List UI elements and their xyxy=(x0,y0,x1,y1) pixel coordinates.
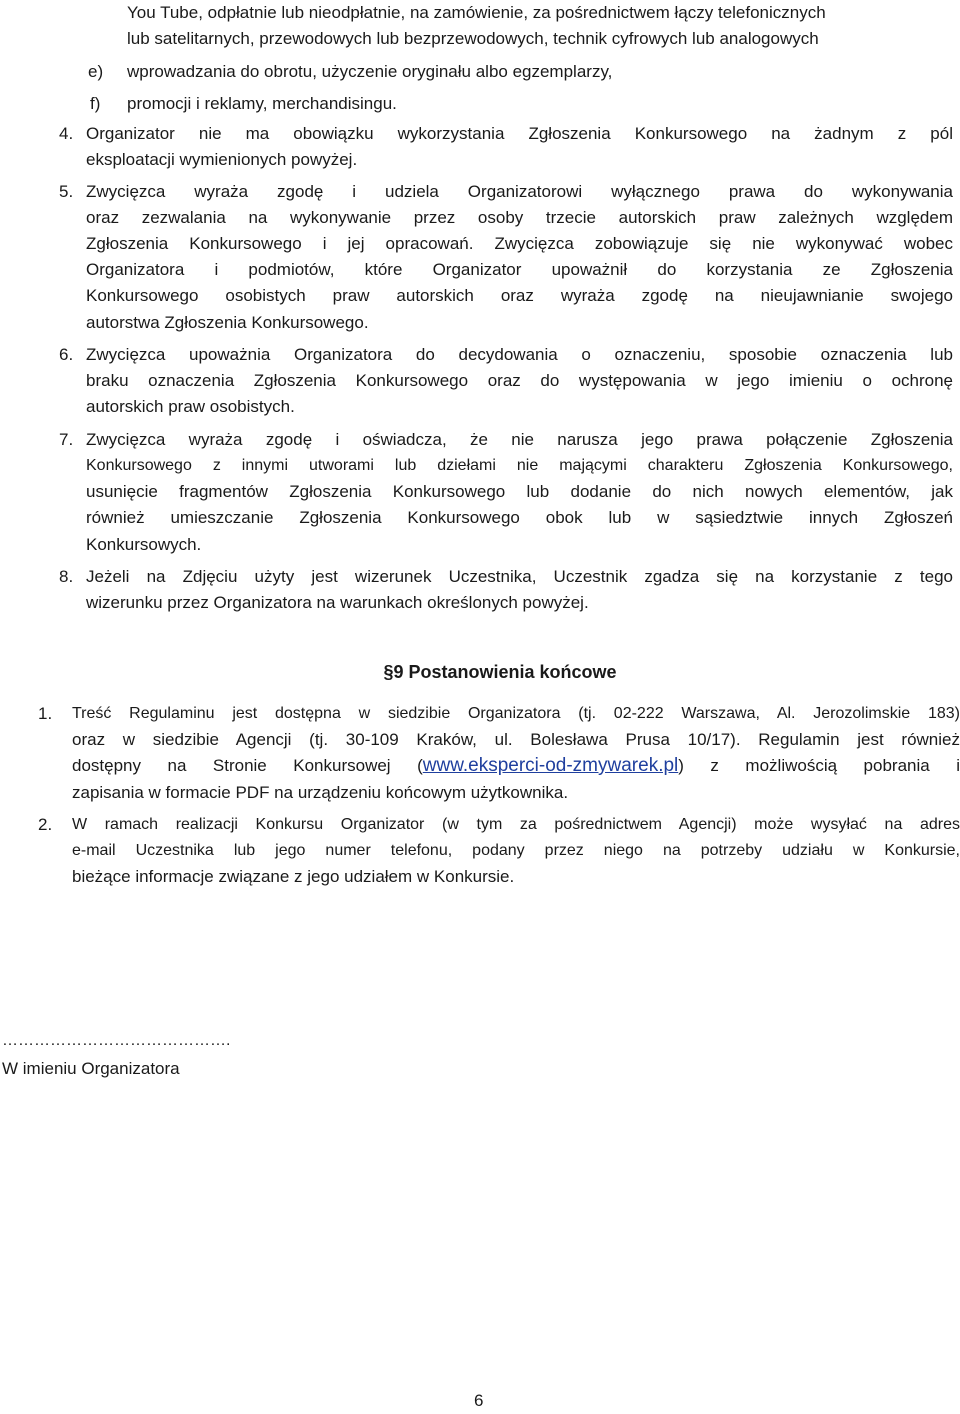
final-item-2-line-2: e-mail Uczestnika lub jego numer telefonu, podany przez niego na potrzeby udziału w Konkursie, xyxy=(72,842,960,859)
item-5-number: 5. xyxy=(59,182,74,201)
final-item-1-line-3-start: dostępny na Stronie Konkursowej ( xyxy=(72,756,423,775)
item-4-line-1: Organizator nie ma obowiązku wykorzystania Zgłoszenia Konkursowego na żadnym z pól xyxy=(86,124,953,143)
item-6-line-2: braku oznaczenia Zgłoszenia Konkursowego oraz do występowania w jego imieniu o ochronę xyxy=(86,371,953,390)
signature-dots: ……………………………………. xyxy=(2,1032,231,1049)
item-8-number: 8. xyxy=(59,567,74,586)
item-8-line-2: wizerunku przez Organizatora na warunkach określonych powyżej. xyxy=(86,593,589,612)
page-number: 6 xyxy=(474,1391,484,1410)
sub-item-e-marker: e) xyxy=(88,62,104,81)
item-5-line-5: Konkursowego osobistych praw autorskich oraz wyraża zgodę na nieujawnianie swojego xyxy=(86,286,953,305)
item-7-line-3: usunięcie fragmentów Zgłoszenia Konkursowego lub dodanie do nich nowych elementów, jak xyxy=(86,482,953,501)
final-item-1-line-4: zapisania w formacie PDF na urządzeniu końcowym użytkownika. xyxy=(72,783,569,802)
item-5-line-6: autorstwa Zgłoszenia Konkursowego. xyxy=(86,313,369,332)
final-item-2-line-3: bieżące informacje związane z jego udziałem w Konkursie. xyxy=(72,867,515,886)
item-4-line-2: eksploatacji wymienionych powyżej. xyxy=(86,150,358,169)
website-link[interactable]: www.eksperci-od-zmywarek.pl xyxy=(422,755,679,776)
item-7-line-1: Zwycięzca wyraża zgodę i oświadcza, że nie narusza jego prawa połączenie Zgłoszenia xyxy=(86,430,953,449)
sub-item-f-marker: f) xyxy=(90,94,101,113)
signature-caption: W imieniu Organizatora xyxy=(2,1059,180,1078)
item-7-line-5: Konkursowych. xyxy=(86,535,202,554)
final-item-1-number: 1. xyxy=(38,704,53,723)
item-5-line-1: Zwycięzca wyraża zgodę i udziela Organizatorowi wyłącznego prawa do wykonywania xyxy=(86,182,953,201)
item-6-line-1: Zwycięzca upoważnia Organizatora do decydowania o oznaczeniu, sposobie oznaczenia lub xyxy=(86,345,953,364)
intro-line-1: You Tube, odpłatnie lub nieodpłatnie, na zamówienie, za pośrednictwem łączy telefonicznych xyxy=(127,3,826,22)
item-6-number: 6. xyxy=(59,345,74,364)
sub-item-e-text: wprowadzania do obrotu, użyczenie oryginału albo egzemplarzy, xyxy=(127,62,613,81)
item-6-line-3: autorskich praw osobistych. xyxy=(86,397,295,416)
final-item-1-line-1: Treść Regulaminu jest dostępna w siedzibie Organizatora (tj. 02-222 Warszawa, Al. Jerozolimskie 183) xyxy=(72,705,960,722)
section-heading: §9 Postanowienia końcowe xyxy=(383,662,617,682)
final-item-2-number: 2. xyxy=(38,815,53,834)
item-4-number: 4. xyxy=(59,124,74,143)
final-item-1-line-3-end: ) z możliwością pobrania i xyxy=(678,756,960,775)
sub-item-f-text: promocji i reklamy, merchandisingu. xyxy=(127,94,397,113)
item-7-line-2: Konkursowego z innymi utworami lub dziełami nie mającymi charakteru Zgłoszenia Konkursowego, xyxy=(86,457,953,474)
final-item-2-line-1: W ramach realizacji Konkursu Organizator (w tym za pośrednictwem Agencji) może wysyłać na adres xyxy=(72,816,960,833)
final-item-1-line-3 xyxy=(72,753,960,779)
item-5-line-3: Zgłoszenia Konkursowego i jej opracowań. Zwycięzca zobowiązuje się nie wykonywać wobec xyxy=(86,234,953,253)
item-5-line-2: oraz zezwalania na wykonywanie przez osoby trzecie autorskich praw zależnych względem xyxy=(86,208,953,227)
item-5-line-4: Organizatora i podmiotów, które Organizator upoważnił do korzystania ze Zgłoszenia xyxy=(86,260,953,279)
item-8-line-1: Jeżeli na Zdjęciu użyty jest wizerunek Uczestnika, Uczestnik zgadza się na korzystanie z tego xyxy=(86,567,953,586)
item-7-number: 7. xyxy=(59,430,74,449)
intro-line-2: lub satelitarnych, przewodowych lub bezprzewodowych, technik cyfrowych lub analogowych xyxy=(127,29,819,48)
final-item-1-line-2: oraz w siedzibie Agencji (tj. 30-109 Kraków, ul. Bolesława Prusa 10/17). Regulamin jest również xyxy=(72,730,960,749)
item-7-line-4: również umieszczanie Zgłoszenia Konkursowego obok lub w sąsiedztwie innych Zgłoszeń xyxy=(86,508,953,527)
